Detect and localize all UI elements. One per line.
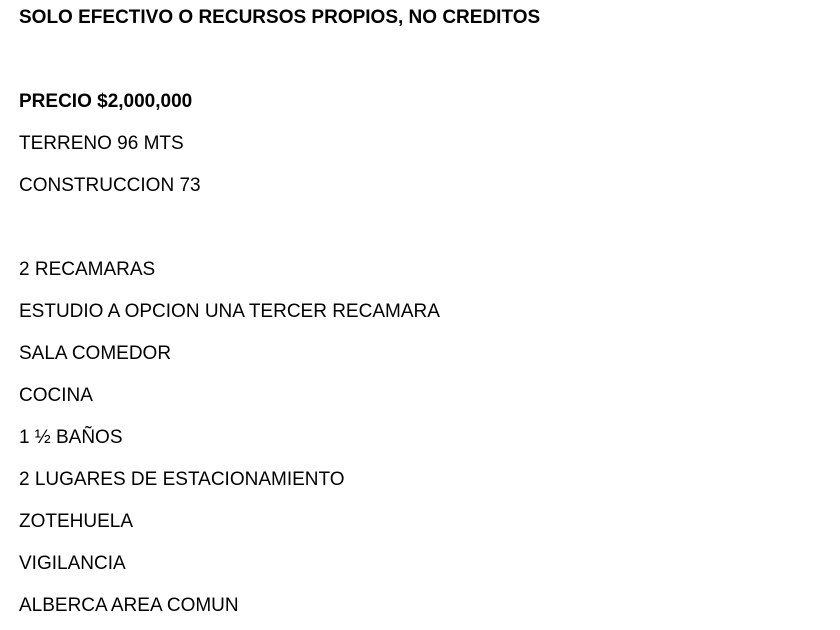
feature-bathrooms: 1 ½ BAÑOS bbox=[19, 427, 123, 448]
payment-notice: SOLO EFECTIVO O RECURSOS PROPIOS, NO CREDITOS bbox=[19, 7, 541, 28]
feature-kitchen: COCINA bbox=[19, 385, 93, 406]
feature-security: VIGILANCIA bbox=[19, 553, 126, 574]
feature-living-dining: SALA COMEDOR bbox=[19, 343, 172, 364]
feature-bedrooms: 2 RECAMARAS bbox=[19, 259, 156, 280]
feature-parking: 2 LUGARES DE ESTACIONAMIENTO bbox=[19, 469, 345, 490]
construction-size-line: CONSTRUCCION 73 bbox=[19, 175, 201, 196]
land-size-line: TERRENO 96 MTS bbox=[19, 133, 184, 154]
feature-study: ESTUDIO A OPCION UNA TERCER RECAMARA bbox=[19, 301, 440, 322]
price-line: PRECIO $2,000,000 bbox=[19, 91, 193, 112]
feature-service-patio: ZOTEHUELA bbox=[19, 511, 134, 532]
feature-pool: ALBERCA AREA COMUN bbox=[19, 595, 239, 616]
